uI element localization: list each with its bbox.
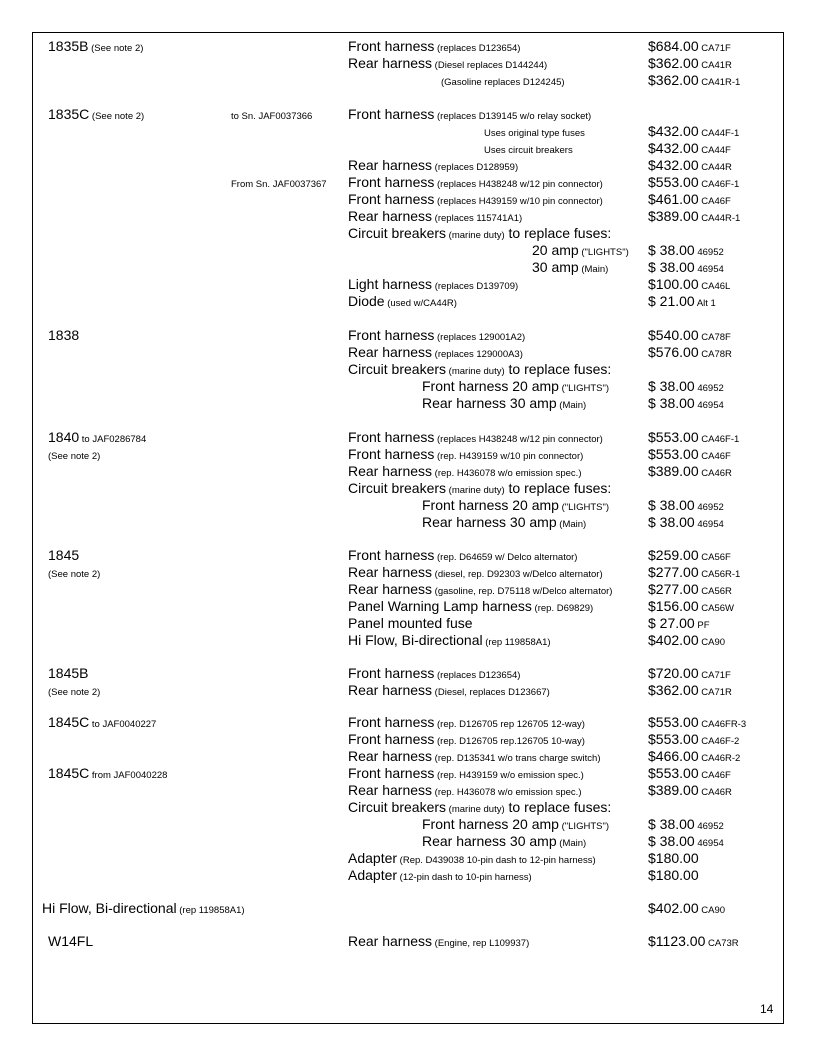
item-description <box>348 632 551 651</box>
item-name: Rear harness <box>348 344 433 360</box>
price-value: $362.00 <box>648 55 699 71</box>
breaker-item <box>422 514 586 533</box>
item-note: (12-pin dash to 10-pin harness) <box>397 872 532 883</box>
part-code: CA90 <box>698 905 726 916</box>
part-code: CA46F <box>698 770 731 781</box>
part-code: CA46F-1 <box>698 179 740 190</box>
part-code: 46952 <box>694 247 724 258</box>
model-cell <box>48 765 167 784</box>
model-note: (rep 119858A1) <box>176 905 245 916</box>
item-note: (rep. H436078 w/o emission spec.) <box>432 787 582 798</box>
item-note: (rep. D135341 w/o trans charge switch) <box>432 753 601 764</box>
price-value: $432.00 <box>648 140 699 156</box>
price-value: $ 27.00 <box>648 615 695 631</box>
part-code: 46954 <box>694 264 724 275</box>
price-value: $389.00 <box>648 208 699 224</box>
price-value: $ 38.00 <box>648 816 695 832</box>
part-code: CA44R-1 <box>698 213 741 224</box>
price-value: $180.00 <box>648 867 699 883</box>
item-note: (rep. H439159 w/10 pin connector) <box>434 451 584 462</box>
price-value: $ 38.00 <box>648 259 695 275</box>
price-value: $277.00 <box>648 564 699 580</box>
model-name: 1845C <box>48 765 90 781</box>
item-name: Panel Warning Lamp harness <box>348 598 532 614</box>
part-code: 46954 <box>694 519 724 530</box>
price-cell <box>648 850 699 867</box>
model-name: 1838 <box>48 327 80 343</box>
part-code: CA46F-2 <box>698 736 740 747</box>
breaker-note: ("LIGHTS") <box>578 247 629 258</box>
price-cell <box>648 867 699 884</box>
breaker-note: (Main) <box>556 400 587 411</box>
part-code: CA46F-1 <box>698 434 740 445</box>
price-value: $277.00 <box>648 581 699 597</box>
item-note: (Rep. D439038 10-pin dash to 12-pin harness) <box>397 855 596 866</box>
price-value: $402.00 <box>648 632 699 648</box>
breaker-label: 20 amp <box>532 242 579 258</box>
item-note: (replaces 129000A3) <box>432 349 523 360</box>
model-note: to JAF0286784 <box>79 434 147 445</box>
part-code: CA46R-2 <box>698 753 741 764</box>
part-code: CA56R <box>698 586 732 597</box>
part-code: CA56W <box>698 603 734 614</box>
price-cell <box>648 782 732 801</box>
price-cell <box>648 72 740 91</box>
price-value: $553.00 <box>648 714 699 730</box>
price-value: $553.00 <box>648 765 699 781</box>
price-cell <box>648 463 732 482</box>
model-cell <box>48 547 79 564</box>
item-tail: to replace fuses: <box>504 361 612 377</box>
item-name: Rear harness <box>348 682 433 698</box>
part-code: 46952 <box>694 383 724 394</box>
price-cell <box>648 344 732 363</box>
item-note: (diesel, rep. D92303 w/Delco alternator) <box>432 569 603 580</box>
model-cell <box>48 665 88 682</box>
model-name: 1835C <box>48 106 90 122</box>
item-note: (replaces H439159 w/10 pin connector) <box>434 196 603 207</box>
item-note: (rep. H439159 w/o emission spec.) <box>434 770 584 781</box>
part-code: PF <box>694 620 710 631</box>
item-name: Circuit breakers <box>348 225 447 241</box>
item-note: (marine duty) <box>446 366 505 377</box>
price-value: $402.00 <box>648 900 699 916</box>
item-name: Adapter <box>348 850 398 866</box>
item-name: Front harness <box>348 191 435 207</box>
item-note: (used w/CA44R) <box>384 298 457 309</box>
item-name: Panel mounted fuse <box>348 615 473 631</box>
breaker-item <box>532 259 608 278</box>
breaker-note: (Main) <box>556 838 587 849</box>
price-cell <box>648 395 724 414</box>
part-code: CA73R <box>705 938 739 949</box>
model-name: 1845C <box>48 714 90 730</box>
breaker-note: ("LIGHTS") <box>558 502 609 513</box>
part-code: CA78R <box>698 349 732 360</box>
item-name: Front harness <box>348 174 435 190</box>
price-cell <box>648 632 725 651</box>
item-description <box>348 933 529 952</box>
model-cell <box>48 714 156 733</box>
item-note: (replaces D128959) <box>432 162 519 173</box>
price-value: $ 38.00 <box>648 514 695 530</box>
price-value: $180.00 <box>648 850 699 866</box>
price-value: $156.00 <box>648 598 699 614</box>
part-code: CA46F <box>698 451 731 462</box>
model-note: (See note 2) <box>48 451 101 462</box>
price-cell <box>648 900 725 919</box>
item-note: (replaces D139145 w/o relay socket) <box>434 111 592 122</box>
item-name: Rear harness <box>348 748 433 764</box>
price-value: $720.00 <box>648 665 699 681</box>
serial-range <box>231 106 312 125</box>
part-code: CA71F <box>698 670 731 681</box>
serial-text: From Sn. JAF0037367 <box>231 179 327 190</box>
price-value: $684.00 <box>648 38 699 54</box>
price-value: $553.00 <box>648 446 699 462</box>
sub-note-text: Uses original type fuses <box>484 128 585 139</box>
item-note: (marine duty) <box>446 485 505 496</box>
item-name: Front harness <box>348 38 435 54</box>
price-value: $ 38.00 <box>648 395 695 411</box>
item-note: (rep. D69829) <box>531 603 594 614</box>
item-note: (Diesel, replaces D123667) <box>432 687 550 698</box>
part-code: CA46F <box>698 196 731 207</box>
price-value: $461.00 <box>648 191 699 207</box>
price-value: $ 38.00 <box>648 242 695 258</box>
price-value: $432.00 <box>648 123 699 139</box>
item-note: (rep. H436078 w/o emission spec.) <box>432 468 582 479</box>
price-value: $540.00 <box>648 327 699 343</box>
model-cell <box>48 446 100 465</box>
model-name: Hi Flow, Bi-directional <box>42 900 177 916</box>
breaker-item <box>422 395 586 414</box>
item-name: Rear harness <box>348 581 433 597</box>
model-note: (See note 2) <box>88 43 144 54</box>
part-code: 46952 <box>694 502 724 513</box>
model-note: (See note 2) <box>48 569 101 580</box>
breaker-label: Rear harness 30 amp <box>422 833 557 849</box>
breaker-note: (Main) <box>556 519 587 530</box>
item-tail: to replace fuses: <box>504 225 612 241</box>
item-description <box>348 682 550 701</box>
item-note: (gasoline, rep. D75118 w/Delco alternator) <box>432 586 613 597</box>
price-cell <box>648 293 716 312</box>
breaker-note: (Main) <box>578 264 609 275</box>
item-description <box>348 615 473 632</box>
model-cell <box>42 900 245 919</box>
breaker-label: 30 amp <box>532 259 579 275</box>
item-name: Circuit breakers <box>348 799 447 815</box>
item-note: (replaces H438248 w/12 pin connector) <box>434 179 603 190</box>
item-note: (replaces D139709) <box>432 281 519 292</box>
model-note: (See note 2) <box>48 687 101 698</box>
model-name: 1835B <box>48 38 89 54</box>
item-name: Front harness <box>348 714 435 730</box>
price-value: $389.00 <box>648 782 699 798</box>
price-value: $1123.00 <box>648 933 706 949</box>
item-sub-note <box>441 72 565 91</box>
model-name: 1840 <box>48 429 80 445</box>
part-code: CA46FR-3 <box>698 719 747 730</box>
item-name: Rear harness <box>348 157 433 173</box>
price-value: $362.00 <box>648 72 699 88</box>
breaker-note: ("LIGHTS") <box>558 821 609 832</box>
price-value: $553.00 <box>648 429 699 445</box>
breaker-label: Rear harness 30 amp <box>422 514 557 530</box>
item-description <box>348 293 457 312</box>
part-code: CA71F <box>698 43 731 54</box>
item-name: Front harness <box>348 765 435 781</box>
item-tail: to replace fuses: <box>504 480 612 496</box>
part-code: CA41R <box>698 60 732 71</box>
item-name: Adapter <box>348 867 398 883</box>
breaker-note: ("LIGHTS") <box>558 383 609 394</box>
part-code: 46954 <box>694 400 724 411</box>
price-value: $553.00 <box>648 731 699 747</box>
model-note: from JAF0040228 <box>89 770 168 781</box>
item-name: Circuit breakers <box>348 480 447 496</box>
price-value: $ 21.00 <box>648 293 695 309</box>
item-name: Front harness <box>348 429 435 445</box>
part-code: CA44F <box>698 145 731 156</box>
price-cell <box>648 208 740 227</box>
model-name: 1845 <box>48 547 80 563</box>
item-note: (marine duty) <box>446 804 505 815</box>
model-cell <box>48 106 144 125</box>
price-value: $576.00 <box>648 344 699 360</box>
item-name: Front harness <box>348 106 435 122</box>
part-code: CA71R <box>698 687 732 698</box>
model-note: to JAF0040227 <box>89 719 157 730</box>
item-name: Rear harness <box>348 208 433 224</box>
price-cell <box>648 682 732 701</box>
part-code: 46952 <box>694 821 724 832</box>
item-name: Rear harness <box>348 564 433 580</box>
breaker-label: Front harness 20 amp <box>422 497 559 513</box>
item-name: Front harness <box>348 327 435 343</box>
price-cell <box>648 514 724 533</box>
item-name: Light harness <box>348 276 433 292</box>
part-code: CA56R-1 <box>698 569 741 580</box>
part-code: CA46R <box>698 787 732 798</box>
price-value: $ 38.00 <box>648 378 695 394</box>
model-cell <box>48 564 100 583</box>
item-note: (rep. D126705 rep.126705 10-way) <box>434 736 585 747</box>
price-cell <box>648 933 739 952</box>
sub-note-text: (Gasoline replaces D124245) <box>441 77 565 88</box>
item-note: (replaces H438248 w/12 pin connector) <box>434 434 603 445</box>
price-value: $259.00 <box>648 547 699 563</box>
item-note: (replaces 115741A1) <box>432 213 523 224</box>
item-name: Rear harness <box>348 463 433 479</box>
part-code: CA78F <box>698 332 731 343</box>
price-value: $ 38.00 <box>648 497 695 513</box>
item-name: Rear harness <box>348 933 433 949</box>
item-name: Diode <box>348 293 385 309</box>
price-value: $ 38.00 <box>648 833 695 849</box>
price-value: $553.00 <box>648 174 699 190</box>
item-note: (marine duty) <box>446 230 505 241</box>
item-note: (rep. D126705 rep 126705 12-way) <box>434 719 585 730</box>
serial-text: to Sn. JAF0037366 <box>231 111 313 122</box>
model-note: (See note 2) <box>89 111 145 122</box>
item-name: Front harness <box>348 446 435 462</box>
part-code: CA46R <box>698 468 732 479</box>
part-code: CA56F <box>698 552 731 563</box>
serial-range <box>231 174 327 193</box>
breaker-label: Rear harness 30 amp <box>422 395 557 411</box>
item-note: (Engine, rep L109937) <box>432 938 530 949</box>
breaker-label: Front harness 20 amp <box>422 816 559 832</box>
part-code: CA90 <box>698 637 726 648</box>
item-note: (rep. D64659 w/ Delco alternator) <box>434 552 578 563</box>
breaker-label: Front harness 20 amp <box>422 378 559 394</box>
price-value: $389.00 <box>648 463 699 479</box>
part-code: CA46L <box>698 281 731 292</box>
item-name: Rear harness <box>348 55 433 71</box>
item-note: (replaces D123654) <box>434 43 521 54</box>
price-value: $362.00 <box>648 682 699 698</box>
model-cell <box>48 38 143 57</box>
item-name: Front harness <box>348 665 435 681</box>
model-cell <box>48 933 93 950</box>
part-code: CA41R-1 <box>698 77 741 88</box>
model-cell <box>48 327 79 344</box>
part-code: Alt 1 <box>694 298 716 309</box>
model-name: W14FL <box>48 933 94 949</box>
item-note: (replaces 129001A2) <box>434 332 526 343</box>
price-value: $466.00 <box>648 748 699 764</box>
item-name: Circuit breakers <box>348 361 447 377</box>
price-value: $100.00 <box>648 276 699 292</box>
item-description <box>348 867 532 886</box>
part-code: CA44R <box>698 162 732 173</box>
price-value: $432.00 <box>648 157 699 173</box>
item-note: (replaces D123654) <box>434 670 521 681</box>
model-name: 1845B <box>48 665 89 681</box>
item-note: (rep 119858A1) <box>482 637 551 648</box>
model-cell <box>48 682 100 701</box>
item-name: Front harness <box>348 547 435 563</box>
item-note: (Diesel replaces D144244) <box>432 60 548 71</box>
item-name: Hi Flow, Bi-directional <box>348 632 483 648</box>
part-code: 46954 <box>694 838 724 849</box>
sub-note-text: Uses circuit breakers <box>484 145 573 156</box>
item-tail: to replace fuses: <box>504 799 612 815</box>
page-number: 14 <box>760 1002 774 1016</box>
item-name: Front harness <box>348 731 435 747</box>
item-name: Rear harness <box>348 782 433 798</box>
part-code: CA44F-1 <box>698 128 740 139</box>
